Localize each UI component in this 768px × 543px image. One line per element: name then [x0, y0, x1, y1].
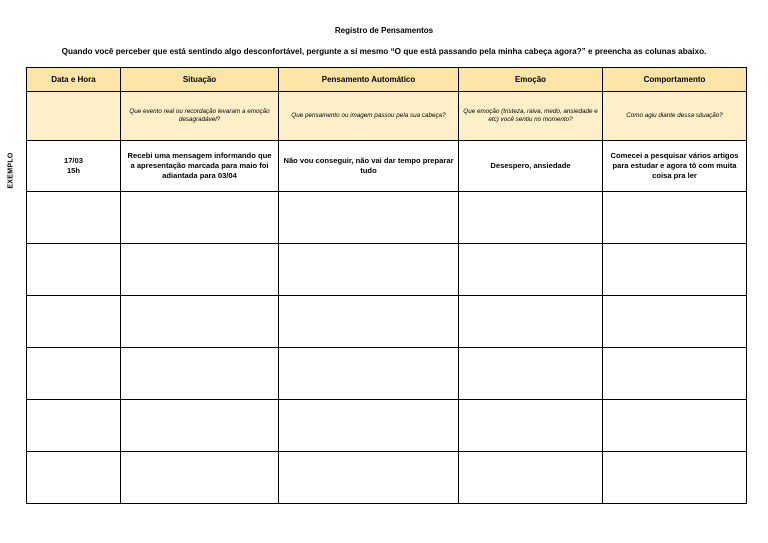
header-behavior: Comportamento — [603, 68, 747, 92]
hint-date-time — [27, 92, 121, 141]
hint-situation: Que evento real ou recordação levaram a emoção desagradável? — [121, 92, 279, 141]
blank-row — [27, 296, 747, 348]
blank-cell-situation[interactable] — [121, 296, 279, 348]
blank-cell-date-time[interactable] — [27, 192, 121, 244]
blank-cell-situation[interactable] — [121, 452, 279, 504]
example-behavior-cell[interactable]: Comecei a pesquisar vários artigos para estudar e agora tô com muita coisa pra ler — [603, 141, 747, 192]
blank-cell-emotion[interactable] — [459, 400, 603, 452]
instructions-text: Quando você perceber que está sentindo algo desconfortável, pergunte a si mesmo “O que está passando pela minha cabeça agora?” e preencha as colunas abaixo. — [61, 47, 707, 56]
example-date-time-cell[interactable] — [27, 141, 121, 192]
blank-cell-emotion[interactable] — [459, 296, 603, 348]
blank-cell-emotion[interactable] — [459, 348, 603, 400]
header-automatic-thought: Pensamento Automático — [279, 68, 459, 92]
blank-cell-thought[interactable] — [279, 296, 459, 348]
blank-cell-situation[interactable] — [121, 348, 279, 400]
hint-row — [27, 92, 747, 141]
blank-cell-emotion[interactable] — [459, 244, 603, 296]
blank-cell-behavior[interactable] — [603, 400, 747, 452]
example-thought-cell[interactable]: Não vou conseguir, não vai dar tempo preparar tudo — [279, 141, 459, 192]
blank-cell-date-time[interactable] — [27, 296, 121, 348]
example-time: 15h — [66, 166, 81, 175]
blank-cell-behavior[interactable] — [603, 452, 747, 504]
example-situation-cell[interactable]: Recebi uma mensagem informando que a apresentação marcada para maio foi adiantada para 03/04 — [121, 141, 279, 192]
blank-row — [27, 452, 747, 504]
blank-row — [27, 400, 747, 452]
blank-cell-emotion[interactable] — [459, 192, 603, 244]
blank-row — [27, 192, 747, 244]
blank-cell-behavior[interactable] — [603, 348, 747, 400]
example-side-label — [2, 147, 20, 193]
blank-cell-situation[interactable] — [121, 192, 279, 244]
header-row — [27, 68, 747, 92]
header-date-time: Data e Hora — [27, 68, 121, 92]
blank-cell-situation[interactable] — [121, 400, 279, 452]
header-emotion: Emoção — [459, 68, 603, 92]
blank-cell-thought[interactable] — [279, 400, 459, 452]
example-label-text: EXEMPLO — [7, 151, 15, 189]
blank-cell-date-time[interactable] — [27, 452, 121, 504]
example-emotion-cell[interactable]: Desespero, ansiedade — [459, 141, 603, 192]
blank-cell-thought[interactable] — [279, 192, 459, 244]
blank-cell-thought[interactable] — [279, 348, 459, 400]
hint-behavior: Como agiu diante dessa situação? — [603, 92, 747, 141]
hint-emotion: Que emoção (tristeza, raiva, medo, ansiedade e etc) você sentiu no momento? — [459, 92, 603, 141]
document-title: Registro de Pensamentos — [334, 26, 434, 35]
header-situation: Situação — [121, 68, 279, 92]
blank-row — [27, 244, 747, 296]
blank-cell-thought[interactable] — [279, 452, 459, 504]
example-row — [27, 141, 747, 192]
blank-cell-emotion[interactable] — [459, 452, 603, 504]
blank-cell-date-time[interactable] — [27, 244, 121, 296]
hint-automatic-thought: Que pensamento ou imagem passou pela sua cabeça? — [279, 92, 459, 141]
blank-cell-situation[interactable] — [121, 244, 279, 296]
blank-cell-thought[interactable] — [279, 244, 459, 296]
blank-cell-date-time[interactable] — [27, 400, 121, 452]
blank-cell-date-time[interactable] — [27, 348, 121, 400]
blank-cell-behavior[interactable] — [603, 244, 747, 296]
example-date: 17/03 — [63, 156, 83, 166]
blank-cell-behavior[interactable] — [603, 192, 747, 244]
blank-cell-behavior[interactable] — [603, 296, 747, 348]
thought-record-table — [26, 67, 747, 504]
blank-row — [27, 348, 747, 400]
